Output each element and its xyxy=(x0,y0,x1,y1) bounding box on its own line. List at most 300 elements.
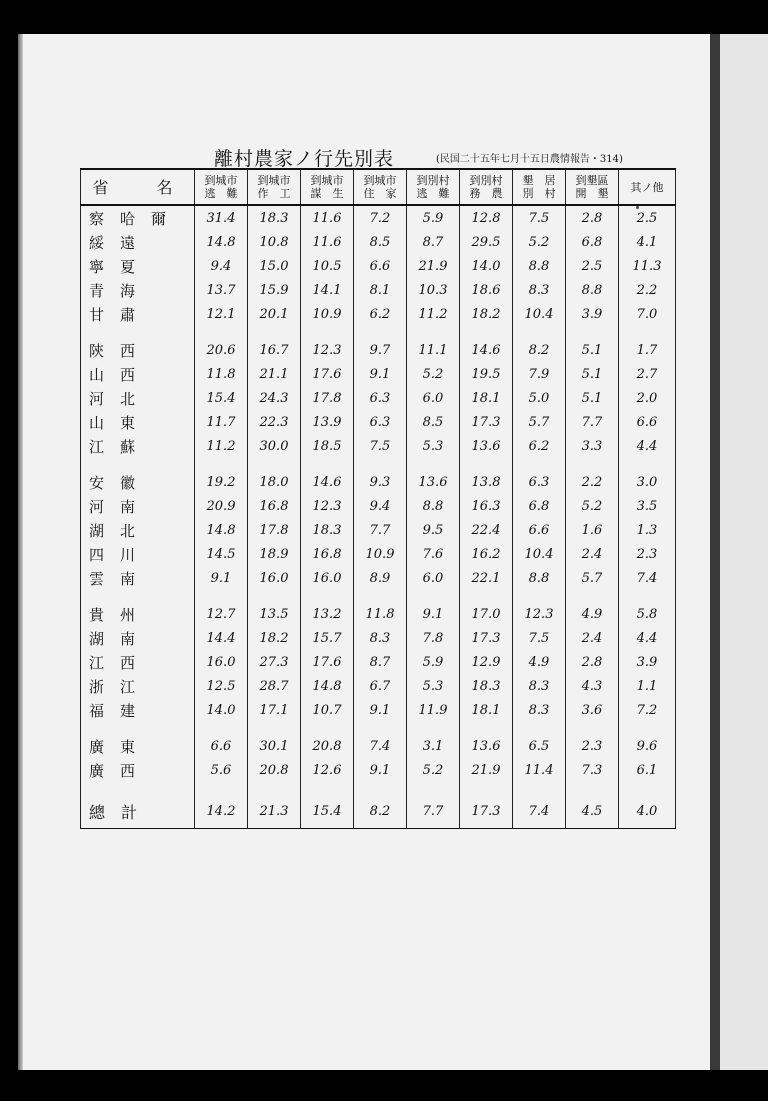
spacer-cell xyxy=(248,458,301,470)
percentage-cell: 5.3 xyxy=(407,674,460,698)
percentage-cell: 12.3 xyxy=(513,602,566,626)
percentage-cell: 16.0 xyxy=(248,566,301,590)
ink-speck xyxy=(636,206,639,209)
percentage-cell: 7.4 xyxy=(619,566,676,590)
table-row xyxy=(81,470,676,494)
spacer-cell xyxy=(407,590,460,602)
percentage-cell: 2.2 xyxy=(619,278,676,302)
table-row xyxy=(81,674,676,698)
percentage-cell: 4.5 xyxy=(566,794,619,829)
percentage-cell: 3.9 xyxy=(566,302,619,326)
percentage-cell: 6.6 xyxy=(619,410,676,434)
table-body xyxy=(81,205,676,829)
spacer-cell xyxy=(81,458,195,470)
percentage-cell: 9.4 xyxy=(195,254,248,278)
percentage-cell: 22.4 xyxy=(460,518,513,542)
percentage-cell: 2.4 xyxy=(566,626,619,650)
percentage-cell: 21.9 xyxy=(407,254,460,278)
percentage-cell: 7.5 xyxy=(354,434,407,458)
percentage-cell: 6.0 xyxy=(407,566,460,590)
percentage-cell: 6.5 xyxy=(513,734,566,758)
percentage-cell: 1.3 xyxy=(619,518,676,542)
percentage-cell: 16.7 xyxy=(248,338,301,362)
percentage-cell: 10.7 xyxy=(301,698,354,722)
spacer-cell xyxy=(301,326,354,338)
province-name: 山東 xyxy=(81,410,195,434)
percentage-cell: 3.6 xyxy=(566,698,619,722)
spacer-cell xyxy=(619,722,676,734)
percentage-cell: 14.8 xyxy=(301,674,354,698)
percentage-cell: 16.8 xyxy=(248,494,301,518)
percentage-cell: 18.6 xyxy=(460,278,513,302)
spacer-cell xyxy=(81,782,195,794)
province-name: 甘肅 xyxy=(81,302,195,326)
percentage-cell: 2.8 xyxy=(566,205,619,230)
table-row xyxy=(81,602,676,626)
percentage-cell: 9.5 xyxy=(407,518,460,542)
percentage-cell: 6.8 xyxy=(566,230,619,254)
table-row xyxy=(81,494,676,518)
spacer-cell xyxy=(354,326,407,338)
percentage-cell: 2.4 xyxy=(566,542,619,566)
percentage-cell: 17.3 xyxy=(460,794,513,829)
percentage-cell: 8.8 xyxy=(513,566,566,590)
percentage-cell: 17.6 xyxy=(301,362,354,386)
percentage-cell: 5.9 xyxy=(407,650,460,674)
table-row xyxy=(81,758,676,782)
percentage-cell: 4.4 xyxy=(619,434,676,458)
province-name: 陝西 xyxy=(81,338,195,362)
percentage-cell: 9.1 xyxy=(407,602,460,626)
spacer-cell xyxy=(566,782,619,794)
spacer-cell xyxy=(566,458,619,470)
percentage-cell: 13.8 xyxy=(460,470,513,494)
province-name: 雲南 xyxy=(81,566,195,590)
spacer-cell xyxy=(513,458,566,470)
percentage-cell: 9.7 xyxy=(354,338,407,362)
percentage-cell: 18.1 xyxy=(460,386,513,410)
percentage-cell: 2.5 xyxy=(566,254,619,278)
percentage-cell: 20.9 xyxy=(195,494,248,518)
percentage-cell: 16.0 xyxy=(195,650,248,674)
percentage-cell: 8.3 xyxy=(354,626,407,650)
percentage-cell: 10.4 xyxy=(513,302,566,326)
percentage-cell: 7.0 xyxy=(619,302,676,326)
percentage-cell: 17.3 xyxy=(460,410,513,434)
percentage-cell: 6.0 xyxy=(407,386,460,410)
percentage-cell: 12.3 xyxy=(301,494,354,518)
percentage-cell: 4.9 xyxy=(513,650,566,674)
column-header: 到城市 逃 難 xyxy=(195,169,248,205)
percentage-cell: 29.5 xyxy=(460,230,513,254)
province-name: 河北 xyxy=(81,386,195,410)
percentage-cell: 24.3 xyxy=(248,386,301,410)
percentage-cell: 12.3 xyxy=(301,338,354,362)
spacer-cell xyxy=(566,326,619,338)
percentage-cell: 15.4 xyxy=(301,794,354,829)
spacer-cell xyxy=(513,782,566,794)
percentage-cell: 17.3 xyxy=(460,626,513,650)
spacer-cell xyxy=(195,590,248,602)
spacer-cell xyxy=(513,590,566,602)
percentage-cell: 11.8 xyxy=(354,602,407,626)
percentage-cell: 16.0 xyxy=(301,566,354,590)
percentage-cell: 12.7 xyxy=(195,602,248,626)
percentage-cell: 12.5 xyxy=(195,674,248,698)
percentage-cell: 8.2 xyxy=(513,338,566,362)
spacer-cell xyxy=(460,782,513,794)
percentage-cell: 21.1 xyxy=(248,362,301,386)
percentage-cell: 13.5 xyxy=(248,602,301,626)
percentage-cell: 16.2 xyxy=(460,542,513,566)
spacer-cell xyxy=(460,590,513,602)
percentage-cell: 10.3 xyxy=(407,278,460,302)
province-name: 寧夏 xyxy=(81,254,195,278)
percentage-cell: 6.7 xyxy=(354,674,407,698)
spacer-cell xyxy=(513,326,566,338)
province-name: 廣東 xyxy=(81,734,195,758)
percentage-cell: 7.7 xyxy=(566,410,619,434)
percentage-cell: 7.7 xyxy=(354,518,407,542)
spacer-cell xyxy=(460,326,513,338)
percentage-cell: 7.2 xyxy=(354,205,407,230)
spacer-cell xyxy=(407,458,460,470)
percentage-cell: 22.1 xyxy=(460,566,513,590)
percentage-cell: 11.4 xyxy=(513,758,566,782)
percentage-cell: 8.7 xyxy=(354,650,407,674)
spacer-cell xyxy=(301,590,354,602)
spacer-cell xyxy=(619,326,676,338)
percentage-cell: 5.7 xyxy=(566,566,619,590)
percentage-cell: 17.1 xyxy=(248,698,301,722)
percentage-cell: 3.5 xyxy=(619,494,676,518)
percentage-cell: 30.0 xyxy=(248,434,301,458)
spacer-cell xyxy=(354,458,407,470)
percentage-cell: 7.5 xyxy=(513,626,566,650)
percentage-cell: 17.8 xyxy=(248,518,301,542)
percentage-cell: 7.9 xyxy=(513,362,566,386)
percentage-cell: 21.9 xyxy=(460,758,513,782)
percentage-cell: 11.1 xyxy=(407,338,460,362)
percentage-cell: 7.5 xyxy=(513,205,566,230)
percentage-cell: 10.8 xyxy=(248,230,301,254)
province-name: 湖北 xyxy=(81,518,195,542)
column-header: 到別村 務 農 xyxy=(460,169,513,205)
table-row xyxy=(81,650,676,674)
percentage-cell: 5.8 xyxy=(619,602,676,626)
percentage-cell: 6.2 xyxy=(513,434,566,458)
table-row xyxy=(81,362,676,386)
percentage-cell: 18.2 xyxy=(248,626,301,650)
percentage-cell: 8.8 xyxy=(566,278,619,302)
spacer-cell xyxy=(407,722,460,734)
percentage-cell: 13.6 xyxy=(460,734,513,758)
percentage-cell: 12.6 xyxy=(301,758,354,782)
percentage-cell: 12.9 xyxy=(460,650,513,674)
percentage-cell: 16.8 xyxy=(301,542,354,566)
province-name: 廣西 xyxy=(81,758,195,782)
spacer-cell xyxy=(81,326,195,338)
data-table xyxy=(80,168,676,829)
percentage-cell: 15.7 xyxy=(301,626,354,650)
percentage-cell: 3.9 xyxy=(619,650,676,674)
percentage-cell: 10.9 xyxy=(354,542,407,566)
percentage-cell: 14.0 xyxy=(460,254,513,278)
header-row xyxy=(81,169,676,205)
table-source-note: (民国二十五年七月十五日農情報告・314) xyxy=(436,154,623,165)
province-name: 四川 xyxy=(81,542,195,566)
percentage-cell: 7.4 xyxy=(513,794,566,829)
total-row xyxy=(81,794,676,829)
percentage-cell: 2.0 xyxy=(619,386,676,410)
percentage-cell: 5.2 xyxy=(513,230,566,254)
percentage-cell: 11.2 xyxy=(195,434,248,458)
percentage-cell: 10.4 xyxy=(513,542,566,566)
percentage-cell: 27.3 xyxy=(248,650,301,674)
percentage-cell: 22.3 xyxy=(248,410,301,434)
spacer-cell xyxy=(195,782,248,794)
percentage-cell: 21.3 xyxy=(248,794,301,829)
percentage-cell: 11.6 xyxy=(301,230,354,254)
spacer-cell xyxy=(566,590,619,602)
percentage-cell: 18.3 xyxy=(301,518,354,542)
percentage-cell: 9.1 xyxy=(354,698,407,722)
percentage-cell: 2.5 xyxy=(619,205,676,230)
percentage-cell: 5.2 xyxy=(407,758,460,782)
group-spacer xyxy=(81,722,676,734)
percentage-cell: 6.3 xyxy=(354,410,407,434)
spacer-cell xyxy=(619,458,676,470)
percentage-cell: 15.9 xyxy=(248,278,301,302)
percentage-cell: 4.1 xyxy=(619,230,676,254)
province-name: 江西 xyxy=(81,650,195,674)
percentage-cell: 8.9 xyxy=(354,566,407,590)
percentage-cell: 7.4 xyxy=(354,734,407,758)
table-row xyxy=(81,518,676,542)
percentage-cell: 3.3 xyxy=(566,434,619,458)
spacer-cell xyxy=(407,782,460,794)
percentage-cell: 14.8 xyxy=(195,518,248,542)
percentage-cell: 5.6 xyxy=(195,758,248,782)
spacer-cell xyxy=(460,722,513,734)
percentage-cell: 6.6 xyxy=(354,254,407,278)
percentage-cell: 9.4 xyxy=(354,494,407,518)
percentage-cell: 18.3 xyxy=(460,674,513,698)
spacer-cell xyxy=(248,590,301,602)
group-spacer xyxy=(81,326,676,338)
percentage-cell: 9.6 xyxy=(619,734,676,758)
province-name: 青海 xyxy=(81,278,195,302)
adjacent-page xyxy=(720,34,768,1070)
percentage-cell: 8.5 xyxy=(407,410,460,434)
percentage-cell: 17.0 xyxy=(460,602,513,626)
percentage-cell: 4.0 xyxy=(619,794,676,829)
province-name: 山西 xyxy=(81,362,195,386)
spacer-cell xyxy=(195,458,248,470)
percentage-cell: 6.6 xyxy=(195,734,248,758)
percentage-cell: 12.1 xyxy=(195,302,248,326)
percentage-cell: 2.8 xyxy=(566,650,619,674)
percentage-cell: 18.9 xyxy=(248,542,301,566)
percentage-cell: 11.7 xyxy=(195,410,248,434)
percentage-cell: 11.3 xyxy=(619,254,676,278)
province-name: 河南 xyxy=(81,494,195,518)
percentage-cell: 7.7 xyxy=(407,794,460,829)
column-header-province: 省 名 xyxy=(81,169,195,205)
percentage-cell: 1.7 xyxy=(619,338,676,362)
province-name: 綏遠 xyxy=(81,230,195,254)
percentage-cell: 1.1 xyxy=(619,674,676,698)
group-spacer xyxy=(81,590,676,602)
percentage-cell: 8.8 xyxy=(513,254,566,278)
percentage-cell: 8.7 xyxy=(407,230,460,254)
percentage-cell: 10.5 xyxy=(301,254,354,278)
percentage-cell: 30.1 xyxy=(248,734,301,758)
percentage-cell: 5.2 xyxy=(566,494,619,518)
table-row xyxy=(81,566,676,590)
percentage-cell: 9.1 xyxy=(195,566,248,590)
percentage-cell: 7.3 xyxy=(566,758,619,782)
percentage-cell: 3.0 xyxy=(619,470,676,494)
spacer-cell xyxy=(248,326,301,338)
percentage-cell: 5.3 xyxy=(407,434,460,458)
table-row xyxy=(81,542,676,566)
percentage-cell: 28.7 xyxy=(248,674,301,698)
column-header: 墾 居 別 村 xyxy=(513,169,566,205)
percentage-cell: 5.7 xyxy=(513,410,566,434)
percentage-cell: 5.1 xyxy=(566,338,619,362)
spacer-cell xyxy=(195,722,248,734)
percentage-cell: 9.3 xyxy=(354,470,407,494)
percentage-cell: 16.3 xyxy=(460,494,513,518)
spacer-cell xyxy=(407,326,460,338)
percentage-cell: 6.3 xyxy=(354,386,407,410)
province-name: 總計 xyxy=(81,794,195,829)
table-row xyxy=(81,386,676,410)
percentage-cell: 18.2 xyxy=(460,302,513,326)
spacer-cell xyxy=(354,782,407,794)
column-header: 到城市 作 工 xyxy=(248,169,301,205)
percentage-cell: 8.5 xyxy=(354,230,407,254)
spacer-cell xyxy=(354,722,407,734)
table-row xyxy=(81,410,676,434)
percentage-cell: 2.3 xyxy=(619,542,676,566)
percentage-cell: 8.3 xyxy=(513,698,566,722)
percentage-cell: 8.2 xyxy=(354,794,407,829)
spacer-cell xyxy=(81,722,195,734)
percentage-cell: 3.1 xyxy=(407,734,460,758)
table-row xyxy=(81,302,676,326)
percentage-cell: 18.0 xyxy=(248,470,301,494)
table-row xyxy=(81,698,676,722)
percentage-cell: 2.7 xyxy=(619,362,676,386)
group-spacer xyxy=(81,458,676,470)
percentage-cell: 11.9 xyxy=(407,698,460,722)
percentage-cell: 12.8 xyxy=(460,205,513,230)
spacer-cell xyxy=(619,590,676,602)
group-spacer xyxy=(81,782,676,794)
table-row xyxy=(81,278,676,302)
percentage-cell: 31.4 xyxy=(195,205,248,230)
page-edge-shadow xyxy=(18,34,23,1070)
percentage-cell: 20.8 xyxy=(301,734,354,758)
percentage-cell: 15.0 xyxy=(248,254,301,278)
column-header: 到城市 住 家 xyxy=(354,169,407,205)
province-name: 浙江 xyxy=(81,674,195,698)
percentage-cell: 4.9 xyxy=(566,602,619,626)
table-row xyxy=(81,734,676,758)
table-row xyxy=(81,626,676,650)
percentage-cell: 11.2 xyxy=(407,302,460,326)
spacer-cell xyxy=(81,590,195,602)
column-header: 到別村 逃 難 xyxy=(407,169,460,205)
percentage-cell: 8.1 xyxy=(354,278,407,302)
percentage-cell: 4.4 xyxy=(619,626,676,650)
table-row xyxy=(81,254,676,278)
percentage-cell: 11.6 xyxy=(301,205,354,230)
percentage-cell: 15.4 xyxy=(195,386,248,410)
percentage-cell: 6.6 xyxy=(513,518,566,542)
percentage-cell: 13.6 xyxy=(460,434,513,458)
percentage-cell: 5.2 xyxy=(407,362,460,386)
percentage-cell: 18.3 xyxy=(248,205,301,230)
spacer-cell xyxy=(566,722,619,734)
percentage-cell: 7.2 xyxy=(619,698,676,722)
percentage-cell: 13.6 xyxy=(407,470,460,494)
spacer-cell xyxy=(248,722,301,734)
province-name: 察哈爾 xyxy=(81,205,195,230)
percentage-cell: 6.3 xyxy=(513,470,566,494)
percentage-cell: 5.0 xyxy=(513,386,566,410)
percentage-cell: 18.1 xyxy=(460,698,513,722)
percentage-cell: 9.1 xyxy=(354,758,407,782)
column-header: 到城市 謀 生 xyxy=(301,169,354,205)
percentage-cell: 17.6 xyxy=(301,650,354,674)
percentage-cell: 14.4 xyxy=(195,626,248,650)
table-row xyxy=(81,205,676,230)
percentage-cell: 17.8 xyxy=(301,386,354,410)
percentage-cell: 5.1 xyxy=(566,362,619,386)
percentage-cell: 20.1 xyxy=(248,302,301,326)
percentage-cell: 6.2 xyxy=(354,302,407,326)
percentage-cell: 8.3 xyxy=(513,278,566,302)
province-name: 湖南 xyxy=(81,626,195,650)
spacer-cell xyxy=(354,590,407,602)
percentage-cell: 11.8 xyxy=(195,362,248,386)
percentage-cell: 14.2 xyxy=(195,794,248,829)
spacer-cell xyxy=(195,326,248,338)
percentage-cell: 13.7 xyxy=(195,278,248,302)
spacer-cell xyxy=(301,458,354,470)
spacer-cell xyxy=(301,782,354,794)
spacer-cell xyxy=(248,782,301,794)
percentage-cell: 13.9 xyxy=(301,410,354,434)
percentage-cell: 4.3 xyxy=(566,674,619,698)
province-name: 貴州 xyxy=(81,602,195,626)
province-name: 安徽 xyxy=(81,470,195,494)
percentage-cell: 6.1 xyxy=(619,758,676,782)
percentage-cell: 18.5 xyxy=(301,434,354,458)
table-row xyxy=(81,434,676,458)
percentage-cell: 20.8 xyxy=(248,758,301,782)
percentage-cell: 14.6 xyxy=(301,470,354,494)
percentage-cell: 14.0 xyxy=(195,698,248,722)
percentage-cell: 2.3 xyxy=(566,734,619,758)
percentage-cell: 7.6 xyxy=(407,542,460,566)
percentage-cell: 7.8 xyxy=(407,626,460,650)
percentage-cell: 19.5 xyxy=(460,362,513,386)
percentage-cell: 14.5 xyxy=(195,542,248,566)
